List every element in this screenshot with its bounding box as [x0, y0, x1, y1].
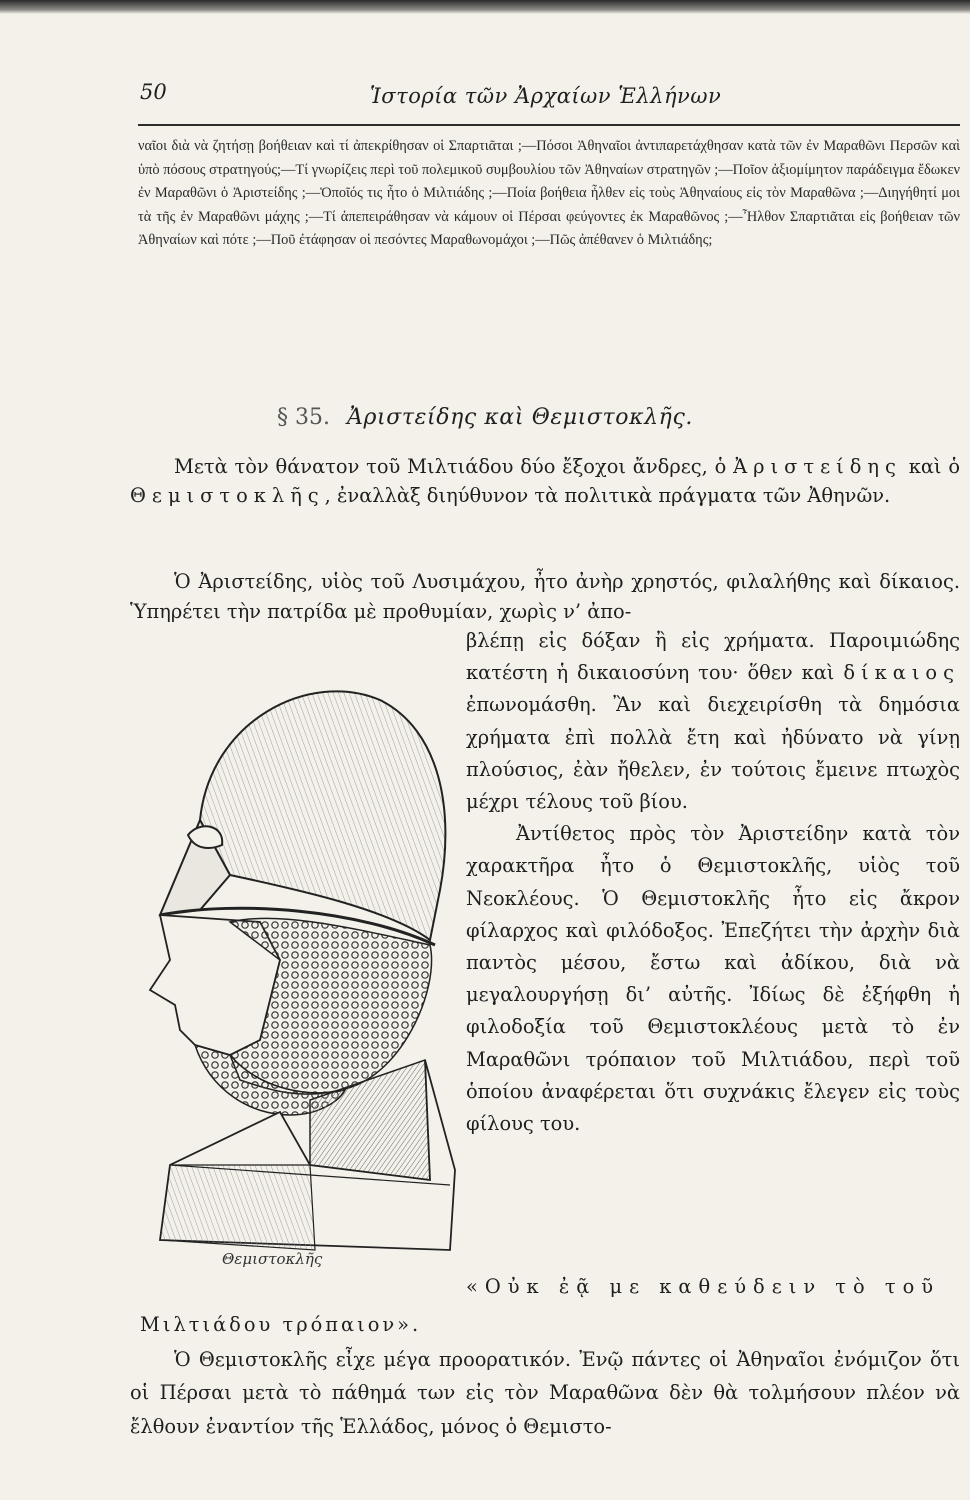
name-aristeides: Ἀριστείδης	[733, 455, 902, 478]
aristeides-text-a: βλέπῃ εἰς δόξαν ἢ εἰς χρήματα. Παροιμιώδης κατέστη ἡ δικαιοσύνη του· ὅθεν καὶ	[466, 629, 960, 685]
paragraph-themistokles: Ἀντίθετος πρὸς τὸν Ἀριστείδην κατὰ τὸν χαρακτῆρα ἦτο ὁ Θεμιστοκλῆς, υἱὸς τοῦ Νεοκλέους. Ὁ Θεμιστοκλῆς ἦτο εἰς ἄκρον φίλαρχος καὶ φιλόδοξος. Ἐπεζήτει τὴν ἀρχὴν διὰ παντὸς μέσου, ἔστω καὶ ἀδίκου, διὰ νὰ μεγαλουργήσῃ δι’ αὐτῆς. Ἰδίως δὲ ἐξήφθη ἡ φιλοδοξία τοῦ Θεμιστοκλέους μετὰ τὸ ἐν Μαραθῶνι τρόπαιον τοῦ Μιλτιάδου, περὶ τοῦ ὁποίου ἀναφέρεται ὅτι συχνάκις ἔλεγεν εἰς τοὺς φίλους του.	[466, 822, 960, 1136]
page-number: 50	[140, 80, 167, 104]
section-heading	[0, 405, 970, 430]
quote-line-1: «Οὐκ ἐᾷ με καθεύδειν τὸ τοῦ	[466, 1275, 941, 1298]
intro-text-c: , ἐναλλὰξ διηύθυνον τὰ πολιτικὰ πράγματα τῶν Ἀθηνῶν.	[324, 484, 891, 507]
review-questions: ναῖοι διὰ νὰ ζητήσῃ βοήθειαν καὶ τί ἀπεκρίθησαν οἱ Σπαρτιᾶται ;—Πόσοι Ἀθηναῖοι ἀντιπαρετάχθησαν κατὰ τῶν ἐν Μαραθῶνι Περσῶν καὶ ὑπὸ πόσους στρατηγούς;—Τί γνωρίζεις περὶ τοῦ πολεμικοῦ συμβουλίου τῶν Ἀθηναίων στρατηγῶν ;—Ποῖον ἀξιομίμητον παράδειγμα ἔδωκεν ἐν Μαραθῶνι ὁ Ἀριστείδης ;—Ὁποῖός τις ἦτο ὁ Μιλτιάδης ;—Ποία βοήθεια ἦλθεν εἰς τοὺς Ἀθηναίους εἰς τὸν Μαραθῶνα ;—Διηγήθητί μοι τὰ τῆς ἐν Μαραθῶνι μάχης ;—Τί ἀπεπειράθησαν νὰ κάμουν οἱ Πέρσαι φεύγοντες ἐκ Μαραθῶνος ;—Ἦλθον Σπαρτιᾶται εἰς βοήθειαν τῶν Ἀθηναίων καὶ πότε ;—Ποῦ ἐτάφησαν οἱ πεσόντες Μαραθωνομάχοι ;—Πῶς ἀπέθανεν ὁ Μιλτιάδης;	[138, 138, 960, 249]
paragraph-bottom	[130, 1343, 960, 1443]
running-head	[140, 80, 960, 120]
running-title: Ἱστορία τῶν Ἀρχαίων Ἑλλήνων	[370, 84, 722, 108]
word-dikaios: δίκαιος	[843, 661, 960, 685]
intro-text-a: Μετὰ τὸν θάνατον τοῦ Μιλτιάδου δύο ἔξοχοι ἄνδρες, ὁ	[174, 455, 727, 478]
paragraph-intro	[130, 452, 960, 510]
paragraph-aristeides-start: Ὁ Ἀριστείδης, υἱὸς τοῦ Λυσιμάχου, ἦτο ἀνὴρ χρηστός, φιλαλήθης καὶ δίκαιος. Ὑπηρέτει τὴν πατρίδα μὲ προθυμίαν, χωρὶς ν’ ἀπο-	[130, 570, 960, 623]
intro-text-b: καὶ ὁ	[908, 455, 960, 478]
scan-edge	[0, 0, 970, 14]
text-column	[466, 625, 960, 1140]
header-rule	[138, 124, 960, 126]
aristeides-text-b: ἐπωνομάσθη. Ἂν καὶ διεχειρίσθη τὰ δημόσια χρήματα ἐπὶ πολλὰ ἔτη καὶ ἠδύνατο νὰ γίνῃ πλούσιος, ἐὰν ἤθελεν, ἐν τούτοις ἔμεινε πτωχὸς μέχρι τέλους τοῦ βίου.	[466, 693, 960, 814]
section-title: Ἀριστείδης καὶ Θεμιστοκλῆς.	[347, 405, 693, 430]
name-themistokles: Θεμιστοκλῆς	[130, 484, 325, 507]
quote-line-2: Μιλτιάδου τρόπαιον».	[140, 1313, 422, 1336]
themistokles-bust-illustration	[140, 660, 460, 1260]
paragraph-aristeides-cont	[466, 625, 960, 818]
figure-caption: Θεμιστοκλῆς	[222, 1250, 323, 1268]
section-number: § 35.	[277, 405, 330, 430]
paragraph-themistokles-foresight: Ὁ Θεμιστοκλῆς εἶχε μέγα προορατικόν. Ἐνῷ πάντες οἱ Ἀθηναῖοι ἐνόμιζον ὅτι οἱ Πέρσαι μετὰ τὸ πάθημά των εἰς τὸν Μαραθῶνα δὲν θὰ τολμήσουν πλέον νὰ ἔλθουν ἐναντίον τῆς Ἑλλάδος, μόνος ὁ Θεμιστο-	[130, 1348, 960, 1438]
